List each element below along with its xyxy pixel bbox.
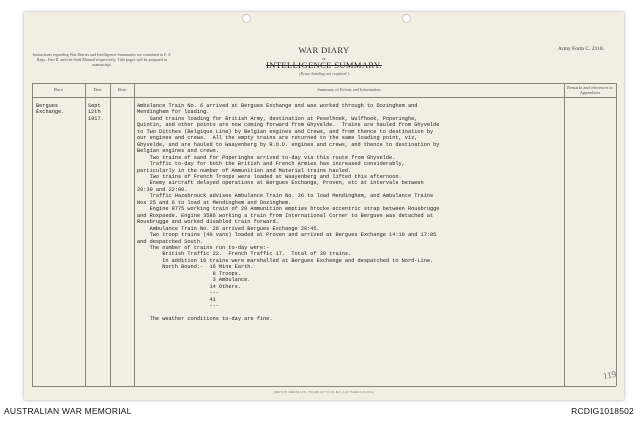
table-header-rule bbox=[32, 97, 616, 98]
army-form-number: Army Form C. 2118. bbox=[557, 46, 604, 52]
intelligence-summary-title bbox=[24, 60, 624, 70]
entry-date: Sept 12th 1917. bbox=[88, 103, 104, 122]
entry-summary: Ambulance Train No. 6 arrived at Bergues Exchange and was worked through to Dozinghem and Mendinghem for loading. Sand trains loading for British Army, destination at Peselhoek, Wulfhoek, Poperinghe, Quintin, and other points are now coming forward from Ghyvelde. Trains are hauled from Ghyvelde to Two Ditches (Belgique Line) by Belgian engines and Crews, and from thence to destination by our engines and crews. All the empty trains are returned to the same loading point, viz, Ghyvelde, and are hauled to Waayenberg by R.O.D. engines and crews, and thence to destination by Belgian engines and crews. Two trains of sand for Poperinghe arrived to-day via this route from Ghyvelde. Traffic to-day for both the British and French Armies has increased considerably, particularly in the number of Ammunition and Material trains hauled. Two trains of French Troops were loaded at Waayenberg and lifted this afternoon. Enemy aircraft delayed operations at Bergues Exchange, Proven, etc at intervals between 20:30 and 22:00. Traffic Hazebrouck advises Ambulance Train No. 36 to load Mendinghem, and Ambulance Trains Nos 25 and 6 to load at Mendinghem and Dozinghem. Engine 8775 working train of 29 Ammunition empties brocke eccentric strap between Rousbrugge and Roxpoede. Engine 3586 working a train from International Corner to Bergues was detached at Rousbrugge and worked disabled train forward. Ambulance Train No. 26 arrived Bergues Exchange 20:45. Two troop trains (40 vans) loaded at Proven and arrived at Bergues Exchange 14:10 and 17:05 and despatched South. The number of trains run to-day were:- British Traffic 22. French Traffic 17. Total of 39 trains. In addition 16 trains were marshalled at Bergues Exchange and despatched to Nord-Line. North Bound:- 16 Mine Earth. 8 Troops. 3 Ambulance. 14 Others. --- 41 --- The weather conditions to-day are fine. bbox=[137, 103, 440, 322]
archive-credit: AUSTRALIAN WAR MEMORIAL bbox=[4, 406, 132, 416]
col-date: Date bbox=[93, 87, 102, 92]
diary-page bbox=[24, 12, 624, 400]
struck-heading: INTELLIGENCE SUMMARY. bbox=[266, 60, 382, 70]
column-rule bbox=[134, 83, 135, 386]
column-rule bbox=[110, 83, 111, 386]
punch-hole bbox=[242, 14, 251, 23]
col-place: Place bbox=[53, 87, 64, 92]
archive-reference: RCDIG1018502 bbox=[571, 406, 634, 416]
erase-note: (Erase heading not required.) bbox=[299, 71, 349, 76]
table-bottom-rule bbox=[32, 386, 616, 387]
col-remarks: Remarks and references to Appendices bbox=[567, 85, 613, 95]
entry-place: Bergues Exchange. bbox=[36, 103, 65, 116]
punch-hole bbox=[402, 14, 411, 23]
column-rule bbox=[32, 83, 33, 386]
column-rule bbox=[616, 83, 617, 386]
column-rule bbox=[85, 83, 86, 386]
title-or: or bbox=[322, 56, 326, 61]
col-hour: Hour bbox=[117, 87, 127, 92]
col-summary: Summary of Events and Information bbox=[317, 87, 381, 92]
folio-number: 119 bbox=[601, 368, 617, 382]
form-instructions: Instructions regarding War Diaries and Intelligence Summaries are contained in F. S. Regs., Part II. and the Staff Manual respectively. Title pages will be prepared in manuscript. bbox=[32, 52, 172, 67]
war-diary-title: WAR DIARY bbox=[298, 45, 350, 55]
printer-imprint: (9467) W 3499/M 1031 750,000 4/17 D. D. & L. Ltd. Forms/C2118/14. bbox=[273, 390, 375, 394]
column-rule bbox=[564, 83, 565, 386]
table-top-rule bbox=[32, 83, 616, 84]
